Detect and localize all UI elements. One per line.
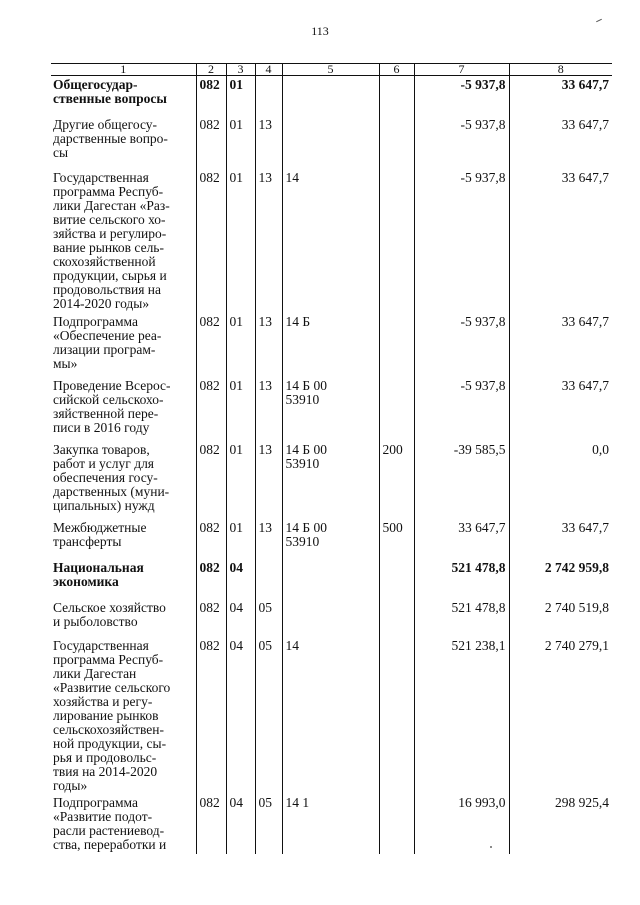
subsection-code-cell xyxy=(255,76,282,116)
table-row xyxy=(51,441,612,519)
amount-total-cell: 33 647,7 xyxy=(509,169,612,313)
section-code-cell: 01 xyxy=(226,519,255,559)
amount-total-cell: 298 925,4 xyxy=(509,794,612,854)
expense-type-cell xyxy=(379,76,414,116)
table-row xyxy=(51,377,612,441)
admin-code-cell: 082 xyxy=(196,559,226,599)
expense-type-cell xyxy=(379,116,414,169)
table-row xyxy=(51,559,612,599)
header-cell-5: 5 xyxy=(282,64,379,76)
header-cell-8: 8 xyxy=(509,64,612,76)
subsection-code-cell: 13 xyxy=(255,519,282,559)
section-code-cell: 01 xyxy=(226,377,255,441)
row-name-cell: Подпрограмма «Развитие подот- расли растениевод- ства, переработки и xyxy=(53,794,167,852)
table-row xyxy=(51,169,612,313)
budget-table xyxy=(51,63,612,854)
admin-code-cell: 082 xyxy=(196,519,226,559)
target-code-cell: 14 xyxy=(282,169,379,313)
amount-change-cell: 521 478,8 xyxy=(414,599,509,637)
row-name-cell: Другие общегосу- дарственные вопро- сы xyxy=(53,116,168,160)
target-code-cell: 14 Б xyxy=(282,313,379,377)
amount-total-cell: 33 647,7 xyxy=(509,519,612,559)
target-code-cell: 14 Б 00 53910 xyxy=(282,377,379,441)
subsection-code-cell: 13 xyxy=(255,313,282,377)
section-code-cell: 01 xyxy=(226,441,255,519)
amount-change-cell: -5 937,8 xyxy=(414,377,509,441)
subsection-code-cell: 05 xyxy=(255,599,282,637)
target-code-cell xyxy=(282,599,379,637)
expense-type-cell: 200 xyxy=(379,441,414,519)
amount-total-cell: 33 647,7 xyxy=(509,116,612,169)
expense-type-cell xyxy=(379,637,414,794)
admin-code-cell: 082 xyxy=(196,169,226,313)
target-code-cell xyxy=(282,76,379,116)
header-cell-4: 4 xyxy=(255,64,282,76)
amount-change-cell: -5 937,8 xyxy=(414,313,509,377)
subsection-code-cell: 13 xyxy=(255,441,282,519)
row-name-cell: Подпрограмма «Обеспечение реа- лизации програм- мы» xyxy=(53,313,162,371)
header-cell-2: 2 xyxy=(196,64,226,76)
target-code-cell: 14 xyxy=(282,637,379,794)
amount-change-cell: 16 993,0 xyxy=(414,794,509,854)
section-code-cell: 01 xyxy=(226,169,255,313)
target-code-cell xyxy=(282,559,379,599)
expense-type-cell xyxy=(379,794,414,854)
row-name-cell: Закупка товаров, работ и услуг для обеспечения госу- дарственных (муни- ципальных) нужд xyxy=(53,441,170,513)
expense-type-cell xyxy=(379,313,414,377)
amount-change-cell: -5 937,8 xyxy=(414,169,509,313)
row-name-cell: Проведение Всерос- сийской сельскохо- зяйственной пере- писи в 2016 году xyxy=(53,377,171,435)
header-cell-3: 3 xyxy=(226,64,255,76)
table-row xyxy=(51,794,612,854)
admin-code-cell: 082 xyxy=(196,313,226,377)
section-code-cell: 01 xyxy=(226,76,255,116)
amount-change-cell: -39 585,5 xyxy=(414,441,509,519)
amount-change-cell: 521 238,1 xyxy=(414,637,509,794)
expense-type-cell xyxy=(379,559,414,599)
admin-code-cell: 082 xyxy=(196,794,226,854)
row-name-cell: Государственная программа Респуб- лики Дагестан «Развитие сельского хозяйства и регу- лирование рынков сельскохозяйствен- ной продукции, сы- рья и продовольс- твия на 2014-2020 годы» xyxy=(53,637,171,793)
expense-type-cell xyxy=(379,169,414,313)
section-code-cell: 04 xyxy=(226,559,255,599)
header-cell-6: 6 xyxy=(379,64,414,76)
amount-total-cell: 33 647,7 xyxy=(509,313,612,377)
amount-total-cell: 2 742 959,8 xyxy=(509,559,612,599)
subsection-code-cell: 05 xyxy=(255,637,282,794)
amount-total-cell: 2 740 279,1 xyxy=(509,637,612,794)
admin-code-cell: 082 xyxy=(196,441,226,519)
section-code-cell: 01 xyxy=(226,116,255,169)
table-row xyxy=(51,313,612,377)
table-body xyxy=(51,76,612,854)
table-row xyxy=(51,76,612,116)
amount-total-cell: 2 740 519,8 xyxy=(509,599,612,637)
header-cell-1: 1 xyxy=(51,64,196,76)
row-name-cell: Общегосудар- ственные вопросы xyxy=(53,77,167,106)
table-row xyxy=(51,116,612,169)
admin-code-cell: 082 xyxy=(196,377,226,441)
admin-code-cell: 082 xyxy=(196,76,226,116)
target-code-cell: 14 Б 00 53910 xyxy=(282,519,379,559)
page-number: 113 xyxy=(311,24,329,38)
header-row xyxy=(51,64,612,76)
admin-code-cell: 082 xyxy=(196,637,226,794)
expense-type-cell xyxy=(379,599,414,637)
expense-type-cell xyxy=(379,377,414,441)
subsection-code-cell: 13 xyxy=(255,116,282,169)
subsection-code-cell: 13 xyxy=(255,169,282,313)
amount-change-cell: -5 937,8 xyxy=(414,76,509,116)
amount-change-cell: 33 647,7 xyxy=(414,519,509,559)
row-name-cell: Межбюджетные трансферты xyxy=(53,519,147,549)
amount-total-cell: 33 647,7 xyxy=(509,76,612,116)
section-code-cell: 04 xyxy=(226,794,255,854)
amount-change-cell: 521 478,8 xyxy=(414,559,509,599)
corner-mark xyxy=(596,19,602,22)
section-code-cell: 04 xyxy=(226,599,255,637)
expense-type-cell: 500 xyxy=(379,519,414,559)
row-name-cell: Государственная программа Респуб- лики Дагестан «Раз- витие сельского хо- зяйства и регулиро- вание рынков сель- скохозяйственной продукции, сырья и продовольствия на 2014-2020 годы» xyxy=(53,169,170,311)
row-name-cell: Сельское хозяйство и рыболовство xyxy=(53,599,166,629)
subsection-code-cell: 05 xyxy=(255,794,282,854)
section-code-cell: 01 xyxy=(226,313,255,377)
target-code-cell: 14 1 xyxy=(282,794,379,854)
header-cell-7: 7 xyxy=(414,64,509,76)
amount-change-cell: -5 937,8 xyxy=(414,116,509,169)
table-row xyxy=(51,637,612,794)
table-row xyxy=(51,519,612,559)
admin-code-cell: 082 xyxy=(196,599,226,637)
target-code-cell: 14 Б 00 53910 xyxy=(282,441,379,519)
amount-total-cell: 33 647,7 xyxy=(509,377,612,441)
subsection-code-cell xyxy=(255,559,282,599)
section-code-cell: 04 xyxy=(226,637,255,794)
amount-total-cell: 0,0 xyxy=(509,441,612,519)
subsection-code-cell: 13 xyxy=(255,377,282,441)
row-name-cell: Национальная экономика xyxy=(53,559,144,589)
table-row xyxy=(51,599,612,637)
target-code-cell xyxy=(282,116,379,169)
admin-code-cell: 082 xyxy=(196,116,226,169)
